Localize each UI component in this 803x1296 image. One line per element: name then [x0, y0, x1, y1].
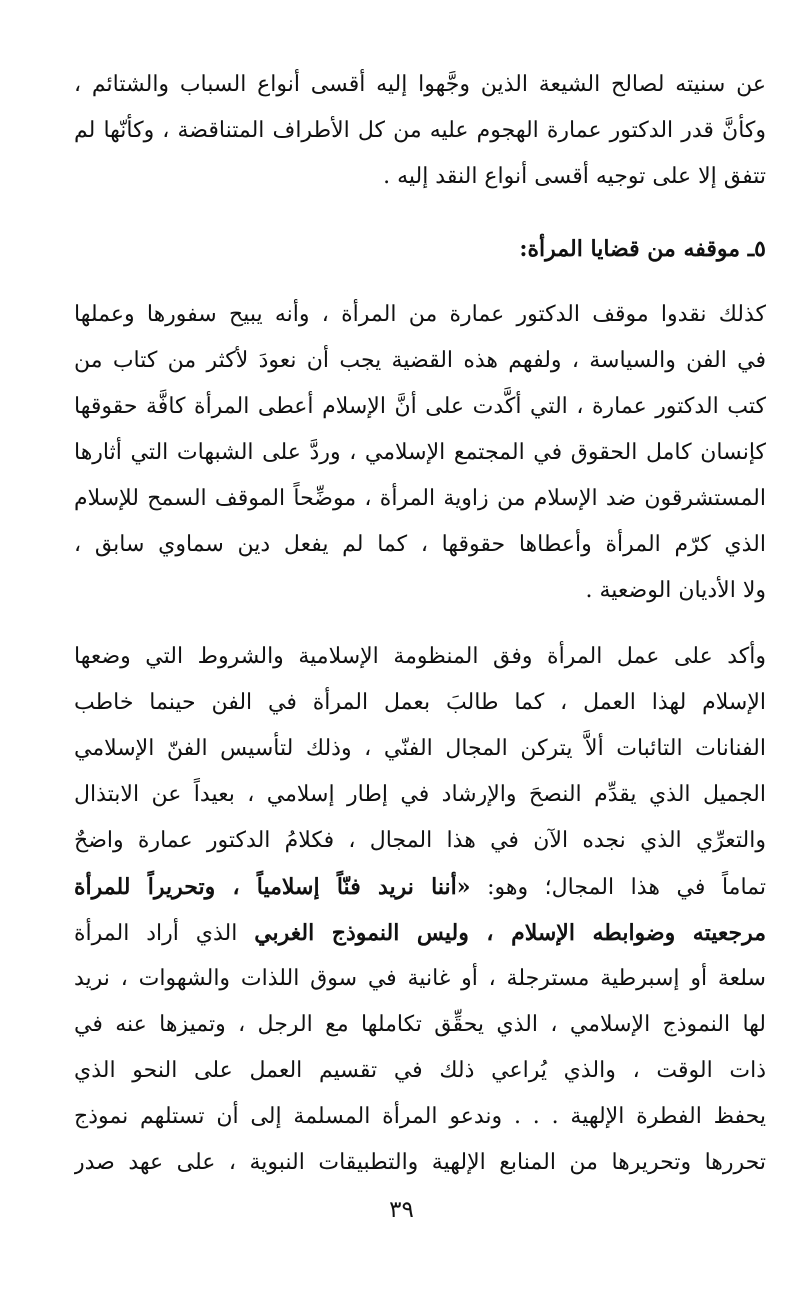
quote-line [74, 864, 766, 910]
text-line: في الفن والسياسة ، ولفهم هذه القضية يجب أن نعودَ لأكثر من كتاب من [74, 348, 766, 373]
paragraph [74, 292, 766, 614]
text-line: الذي كرّم المرأة وأعطاها حقوقها ، كما لم يفعل دين سماوي سابق ، [74, 532, 766, 557]
text-line: وكأنَّ قدر الدكتور عمارة الهجوم عليه من كل الأطراف المتناقضة ، وكأنّها لم [74, 118, 766, 143]
text-line: وأكد على عمل المرأة وفق المنظومة الإسلامية والشروط التي وضعها [74, 644, 766, 669]
text-line: تحررها وتحريرها من المنابع الإلهية والتطبيقات النبوية ، على عهد صدر [74, 1150, 766, 1175]
text-line: الفنانات التائبات ألاَّ يتركن المجال الفنّي ، وذلك لتأسيس الفنّ الإسلامي [74, 736, 766, 761]
text-line: الإسلام لهذا العمل ، كما طالبَ بعمل المرأة في الفن حينما خاطب [74, 690, 766, 715]
text-line: والتعرِّي الذي نجده الآن في هذا المجال ، فكلامُ الدكتور عمارة واضحٌ [74, 828, 766, 853]
text-line: الجميل الذي يقدِّم النصحَ والإرشاد في إطار إسلامي ، بعيداً عن الابتذال [74, 782, 766, 807]
paragraph-continuation [74, 62, 766, 200]
text-line: لها النموذج الإسلامي ، الذي يحقِّق تكاملها مع الرجل ، وتميزها عنه في [74, 1012, 766, 1037]
text-line: كتب الدكتور عمارة ، التي أكَّدت على أنَّ الإسلام أعطى المرأة كافَّة حقوقها [74, 394, 766, 419]
text-line: كإنسان كامل الحقوق في المجتمع الإسلامي ، وردَّ على الشبهات التي أثارها [74, 440, 766, 465]
section-heading: ٥ـ موقفه من قضايا المرأة: [519, 236, 766, 262]
text-line: كذلك نقدوا موقف الدكتور عمارة من المرأة ، وأنه يبيح سفورها وعملها [74, 302, 766, 327]
quote-text: الذي أراد المرأة [74, 921, 255, 946]
text-line: المستشرقون ضد الإسلام من زاوية المرأة ، موضِّحاً الموقف السمح للإسلام [74, 486, 766, 511]
text-line: عن سنيته لصالح الشيعة الذين وجَّهوا إليه أقسى أنواع السباب والشتائم ، [74, 72, 766, 97]
paragraph [74, 634, 766, 1186]
text-line: سلعة أو إسبرطية مسترجلة ، أو غانية في سوق اللذات والشهوات ، نريد [74, 966, 766, 991]
quote-line [74, 910, 766, 956]
page-number: ٣٩ [389, 1197, 414, 1223]
quote-intro: تماماً في هذا المجال؛ وهو: [470, 875, 766, 900]
quote-bold-text: «أننا نريد فنّاً إسلامياً ، وتحريراً للمرأة [74, 874, 471, 900]
text-line: ولا الأديان الوضعية . [585, 578, 766, 603]
text-line: تتفق إلا على توجيه أقسى أنواع النقد إليه . [383, 164, 766, 189]
text-line: ذات الوقت ، والذي يُراعي ذلك في تقسيم العمل على النحو الذي [74, 1058, 766, 1083]
text-line: يحفظ الفطرة الإلهية . . . وندعو المرأة المسلمة إلى أن تستلهم نموذج [74, 1104, 766, 1129]
quote-bold-text: مرجعيته وضوابطه الإسلام ، وليس النموذج الغربي [254, 920, 766, 946]
